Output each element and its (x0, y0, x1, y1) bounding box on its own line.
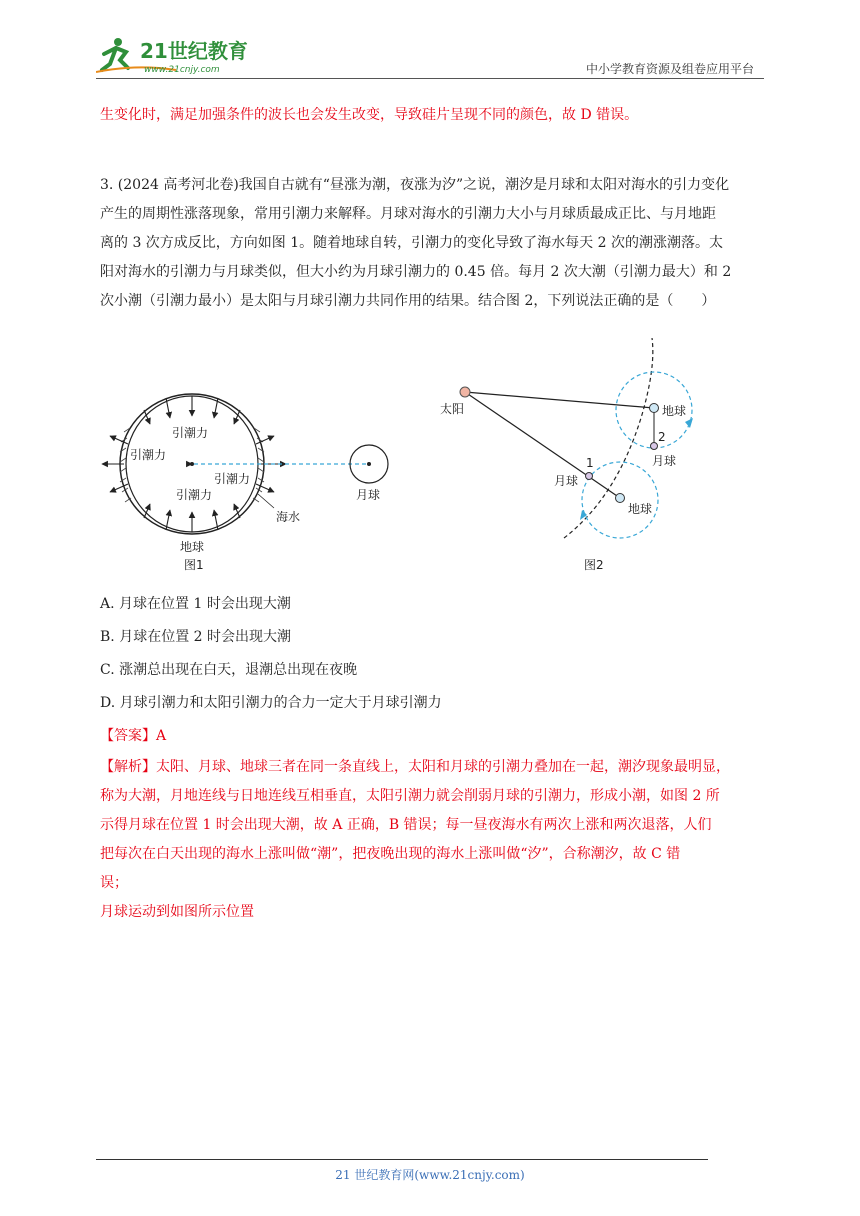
answer (100, 725, 166, 745)
footer-link[interactable]: 21 世纪教育网(www.21cnjy.com) (335, 1168, 525, 1182)
analysis-label: 【解析】 (100, 759, 156, 775)
analysis (100, 753, 768, 927)
sun-earth-line-bottom (465, 392, 620, 498)
previous-answer-continuation: 生变化时，满足加强条件的波长也会发生改变，导致硅片呈现不同的颜色，故 D 错误。 (100, 107, 639, 123)
force-label-right: 引潮力 (214, 472, 251, 486)
figures (96, 338, 776, 578)
footer-divider (96, 1159, 708, 1160)
moon-label-1: 月球 (554, 474, 579, 488)
page-header (96, 30, 764, 80)
force-label-bottom: 引潮力 (176, 488, 213, 502)
earth-label: 地球 (180, 540, 205, 554)
option-a: A. 月球在位置 1 时会出现大潮 (100, 596, 291, 612)
svg-text:21世纪教育: 21世纪教育 (140, 39, 248, 63)
earth-icon-top (650, 404, 659, 413)
option-d: D. 月球引潮力和太阳引潮力的合力一定大于月球引潮力 (100, 695, 442, 711)
earth-icon-bottom (616, 494, 625, 503)
analysis-line: 月球运动到如图所示位置 (100, 904, 254, 920)
analysis-line: 太阳、月球、地球三者在同一条直线上，太阳和月球的引潮力叠加在一起，潮汐现象最明显， (156, 759, 730, 775)
force-label-top: 引潮力 (172, 426, 209, 440)
analysis-line: 称为大潮，月地连线与日地连线互相垂直，太阳引潮力就会削弱月球的引潮力，形成小潮，如图 2 所 (100, 788, 720, 804)
sun-icon (460, 387, 470, 397)
figure-1 (102, 394, 388, 534)
question-line: 阳对海水的引潮力与月球类似，但大小约为月球引潮力的 0.45 倍。每月 2 次大潮（引潮力最大）和 2 (100, 264, 732, 280)
question-line: 产生的周期性涨落现象，常用引潮力来解释。月球对海水的引潮力大小与月球质最成正比、与月地距 (100, 206, 716, 222)
analysis-line: 把每次在白天出现的海水上涨叫做“潮”，把夜晚出现的海水上涨叫做“汐”，合称潮汐，故 C 错 (100, 846, 681, 862)
svg-text:www.21cnjy.com: www.21cnjy.com (144, 65, 220, 75)
figure-2-caption: 图2 (584, 558, 604, 572)
moon-icon-2 (651, 443, 658, 450)
question-line: 离的 3 次方成反比，方向如图 1。随着地球自转，引潮力的变化导致了海水每天 2 次的潮涨潮落。太 (100, 235, 723, 251)
sun-label: 太阳 (440, 402, 465, 416)
earth-label-top: 地球 (662, 404, 687, 418)
question-line: 3. (2024 高考河北卷)我国自古就有“昼涨为潮，夜涨为汐”之说，潮汐是月球和太阳对海水的引力变化 (100, 177, 730, 193)
question-line: 次小潮（引潮力最小）是太阳与月球引潮力共同作用的结果。结合图 2，下列说法正确的是（ ） (100, 293, 716, 309)
sea-label: 海水 (276, 510, 301, 524)
platform-name: 中小学教育资源及组卷应用平台 (585, 62, 754, 76)
sun-earth-line-top (465, 392, 654, 408)
question-stem (100, 171, 768, 316)
option-b: B. 月球在位置 2 时会出现大潮 (100, 629, 291, 645)
position-2-label: 2 (658, 430, 666, 444)
site-logo (96, 34, 266, 76)
moon-label-2: 月球 (652, 454, 677, 468)
answer-value: A (156, 728, 167, 744)
force-label-left: 引潮力 (130, 448, 167, 462)
earth-label-bottom: 地球 (628, 502, 653, 516)
analysis-line: 示得月球在位置 1 时会出现大潮，故 A 正确，B 错误；每一昼夜海水有两次上涨和两次退落，人们 (100, 817, 712, 833)
header-divider (96, 78, 764, 79)
moon-label: 月球 (356, 488, 381, 502)
analysis-line: 误； (100, 875, 128, 891)
position-1-label: 1 (586, 456, 594, 470)
answer-label: 【答案】 (100, 728, 156, 744)
figure-1-caption: 图1 (184, 558, 204, 572)
moon-icon-1 (586, 473, 593, 480)
option-c: C. 涨潮总出现在白天，退潮总出现在夜晚 (100, 662, 358, 678)
